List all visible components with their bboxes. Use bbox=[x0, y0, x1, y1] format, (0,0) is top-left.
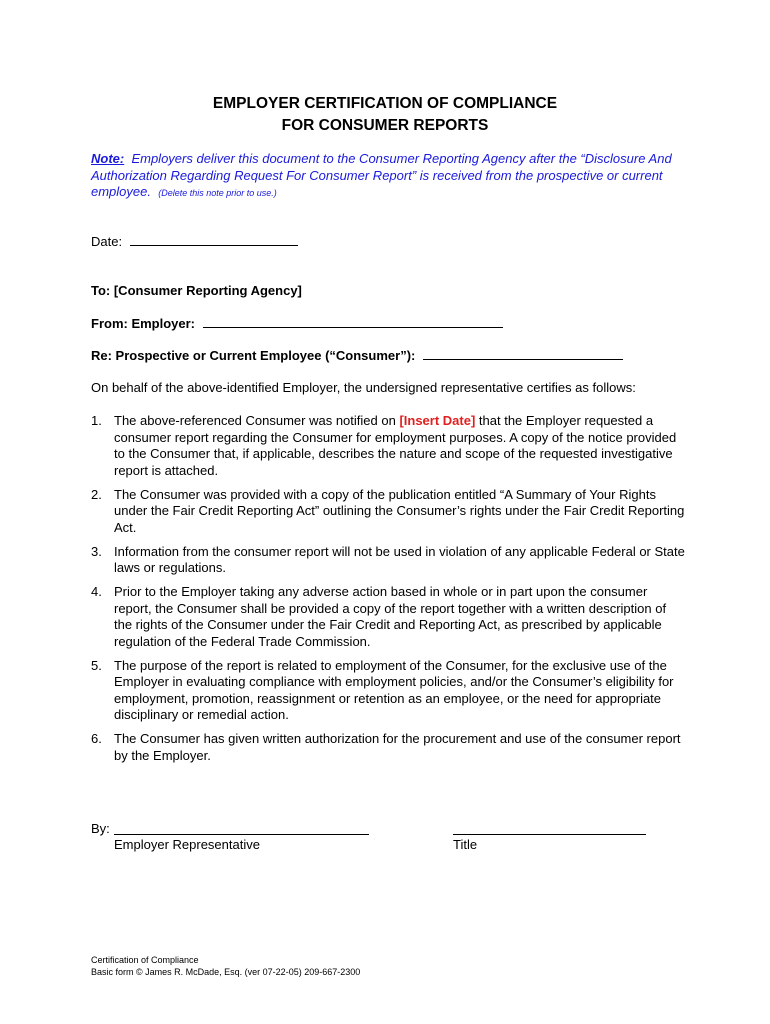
date-label: Date: bbox=[91, 234, 123, 249]
instruction-note bbox=[91, 151, 691, 202]
intro-paragraph: On behalf of the above-identified Employer, the undersigned representative certifies as follows: bbox=[91, 380, 636, 395]
re-label: Re: Prospective or Current Employee (“Consumer”): bbox=[91, 348, 416, 363]
from-row bbox=[91, 315, 503, 333]
representative-label: Employer Representative bbox=[114, 837, 260, 852]
list-item bbox=[91, 544, 686, 577]
item-number: 3. bbox=[91, 543, 102, 559]
item-text: Prior to the Employer taking any adverse action based in whole or in part upon the consumer report, the Consumer shall be provided a copy of the report together with a written description of the rights of the Consumer under the Fair Credit and Reporting Act, as prescribed by applicable regulation of the Federal Trade Commission. bbox=[114, 584, 667, 649]
consumer-field[interactable] bbox=[423, 347, 623, 360]
item-number: 1. bbox=[91, 413, 102, 428]
item-text-continued: that the Employer requested a consumer report regarding the Consumer for employment purposes. A copy of the notice provided to the Consumer that, if applicable, describes the nature and scope of the requested investigative report is attached. bbox=[114, 413, 677, 478]
insert-date-placeholder: [Insert Date] bbox=[399, 413, 476, 428]
item-text: The Consumer was provided with a copy of the publication entitled “A Summary of Your Rights under the Fair Credit Reporting Act” outlining the Consumer’s rights under the Fair Credit Reporting Act. bbox=[114, 486, 685, 535]
title-label: Title bbox=[453, 837, 478, 852]
date-row bbox=[91, 233, 298, 251]
note-label: Note: bbox=[91, 151, 125, 166]
list-item bbox=[91, 731, 686, 764]
title-line-1: EMPLOYER CERTIFICATION OF COMPLIANCE bbox=[212, 95, 558, 112]
list-item bbox=[91, 413, 686, 479]
title-signature-line[interactable] bbox=[453, 834, 646, 835]
item-number: 5. bbox=[91, 657, 102, 673]
list-item bbox=[91, 584, 686, 650]
representative-signature-line[interactable] bbox=[114, 834, 369, 835]
certification-list bbox=[91, 413, 686, 772]
footer-line-1: Certification of Compliance bbox=[91, 955, 199, 965]
note-delete-instruction: (Delete this note prior to use.) bbox=[158, 188, 277, 198]
footer-line-2: Basic form © James R. McDade, Esq. (ver 07-22-05) 209-667-2300 bbox=[91, 967, 361, 977]
by-label: By: bbox=[91, 821, 110, 836]
item-number: 4. bbox=[91, 584, 102, 599]
to-row bbox=[91, 283, 302, 300]
page-footer bbox=[91, 954, 360, 978]
to-label: To: [Consumer Reporting Agency] bbox=[91, 283, 302, 298]
item-text: Information from the consumer report will not be used in violation of any applicable Federal or State laws or regulations. bbox=[114, 543, 685, 575]
title-line-2: FOR CONSUMER REPORTS bbox=[281, 117, 489, 134]
employer-field[interactable] bbox=[203, 315, 503, 328]
re-row bbox=[91, 347, 623, 365]
item-number: 2. bbox=[91, 486, 102, 502]
date-field[interactable] bbox=[130, 233, 298, 246]
note-text: Employers deliver this document to the Consumer Reporting Agency after the “Disclosure And Authorization Regarding Request For Consumer Report” is received from the prospective or current employee. bbox=[91, 151, 672, 199]
list-item bbox=[91, 487, 686, 537]
list-item bbox=[91, 658, 686, 724]
item-number: 6. bbox=[91, 731, 102, 746]
item-text: The purpose of the report is related to employment of the Consumer, for the exclusive use of the Employer in evaluating compliance with employment policies, and/or the Consumer’s eligibility for employment, promotion, reassignment or retention as an employee, or the need for appropriate disciplinary or remedial action. bbox=[114, 657, 674, 722]
from-label: From: Employer: bbox=[91, 316, 196, 331]
document-title bbox=[0, 93, 770, 137]
item-text: The above-referenced Consumer was notified on bbox=[114, 413, 400, 428]
item-text: The Consumer has given written authorization for the procurement and use of the consumer report by the Employer. bbox=[114, 731, 681, 763]
